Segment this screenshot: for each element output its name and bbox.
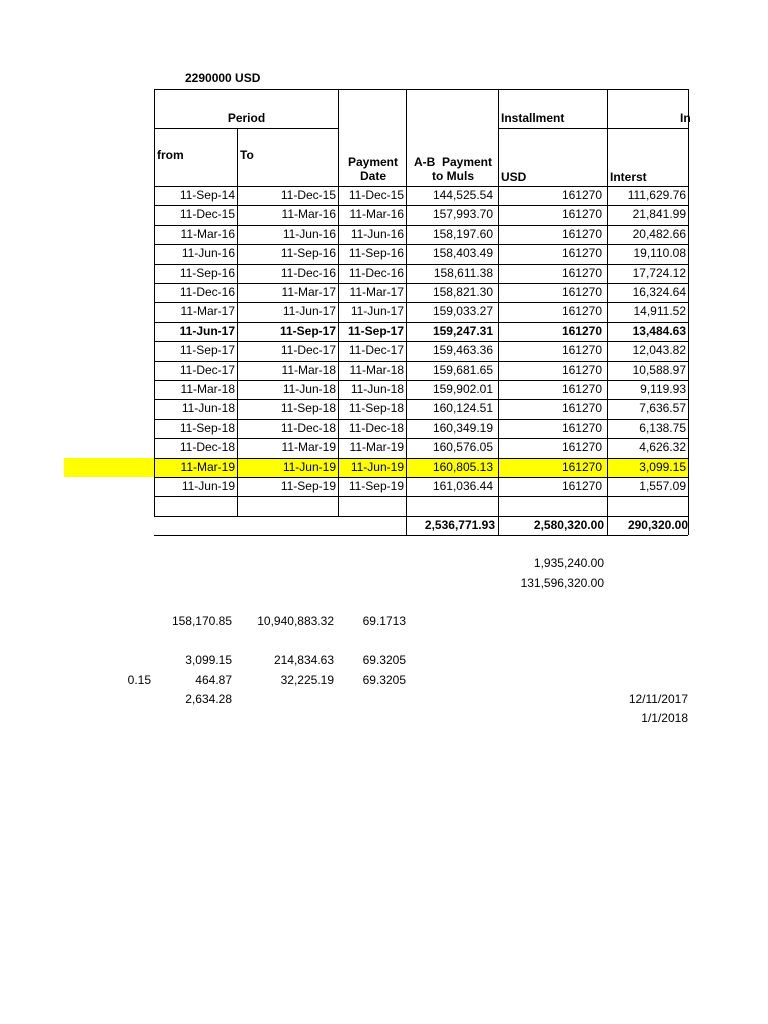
ab-payment-cell: 158,611.38 xyxy=(433,266,493,280)
date-1: 12/11/2017 xyxy=(628,692,688,706)
usd-cell: 161270 xyxy=(561,343,602,357)
ab-payment-cell: 158,403.49 xyxy=(432,246,493,260)
to-cell: 11-Jun-18 xyxy=(282,382,336,396)
payment-date-cell: 11-Sep-18 xyxy=(348,401,404,415)
ab-payment-cell: 159,033.27 xyxy=(432,304,493,318)
interest-cell: 13,484.63 xyxy=(632,324,686,338)
from-cell: 11-Dec-17 xyxy=(179,363,235,377)
value-c3: 69.3205 xyxy=(362,673,406,687)
interest-cell: 1,557.09 xyxy=(639,479,686,493)
date-2: 1/1/2018 xyxy=(641,711,688,725)
from-cell: 11-Dec-16 xyxy=(179,285,235,299)
interest-cell: 7,636.57 xyxy=(639,401,686,415)
from-cell: 11-Sep-17 xyxy=(179,343,235,357)
grid-vline xyxy=(688,89,689,535)
to-cell: 11-Sep-19 xyxy=(280,479,336,493)
from-cell: 11-Jun-19 xyxy=(181,479,235,493)
from-cell: 11-Mar-17 xyxy=(180,304,235,318)
ab-payment-cell: 160,576.05 xyxy=(432,440,493,454)
grid-hline xyxy=(499,128,688,129)
ab-payment-cell: 161,036.44 xyxy=(432,479,493,493)
from-cell: 11-Mar-18 xyxy=(180,382,235,396)
value-a3: 69.1713 xyxy=(362,614,406,628)
to-cell: 11-Mar-16 xyxy=(281,207,336,221)
usd-cell: 161270 xyxy=(561,440,602,454)
value-c1: 464.87 xyxy=(195,673,232,687)
usd-cell: 161270 xyxy=(561,421,602,435)
payment-date-cell: 11-Sep-17 xyxy=(347,324,404,338)
to-cell: 11-Jun-17 xyxy=(282,304,336,318)
interest-cell: 19,110.08 xyxy=(633,246,686,260)
payment-date-cell: 11-Dec-18 xyxy=(348,421,404,435)
value-b2: 214,834.63 xyxy=(273,653,334,667)
interest-cell: 12,043.82 xyxy=(632,343,686,357)
interest-cell: 10,588.97 xyxy=(632,363,686,377)
usd-cell: 161270 xyxy=(561,304,602,318)
value-1935240: 1,935,240.00 xyxy=(533,556,604,570)
ab-payment-cell: 159,902.01 xyxy=(432,382,493,396)
payment-date-cell: 11-Mar-18 xyxy=(349,363,404,377)
ab-payment-cell: 157,993.70 xyxy=(432,207,493,221)
ab-payment-header: A-B Payment to Muls xyxy=(413,155,493,183)
to-cell: 11-Dec-18 xyxy=(280,421,336,435)
usd-cell: 161270 xyxy=(561,401,602,415)
to-cell: 11-Dec-16 xyxy=(280,266,336,280)
payment-date-cell: 11-Mar-17 xyxy=(349,285,404,299)
total-ab-payment: 2,536,771.93 xyxy=(424,518,495,532)
to-header: To xyxy=(240,148,254,162)
ab-payment-cell: 160,805.13 xyxy=(432,460,493,474)
value-131596320: 131,596,320.00 xyxy=(520,576,604,590)
from-cell: 11-Sep-18 xyxy=(179,421,235,435)
payment-date-header: Payment Date xyxy=(347,155,399,183)
value-a1: 158,170.85 xyxy=(171,614,232,628)
usd-cell: 161270 xyxy=(561,460,602,474)
interest-cell: 4,626.32 xyxy=(639,440,686,454)
period-header: Period xyxy=(227,111,266,125)
ab-payment-cell: 158,821.30 xyxy=(432,285,493,299)
usd-cell: 161270 xyxy=(561,227,602,241)
from-header: from xyxy=(157,148,184,162)
interest-cell: 21,841.99 xyxy=(632,207,686,221)
ab-payment-cell: 144,525.54 xyxy=(432,188,493,202)
ab-payment-cell: 160,124.51 xyxy=(432,401,493,415)
interest-cell: 9,119.93 xyxy=(640,382,686,396)
ab-payment-cell: 159,463.36 xyxy=(432,343,493,357)
ab-payment-cell: 160,349.19 xyxy=(432,421,493,435)
usd-header: USD xyxy=(501,170,527,184)
payment-date-cell: 11-Sep-16 xyxy=(348,246,404,260)
ab-payment-cell: 159,681.65 xyxy=(432,363,493,377)
installment-header: Installment xyxy=(501,111,565,125)
to-cell: 11-Mar-19 xyxy=(281,440,336,454)
usd-cell: 161270 xyxy=(561,324,602,338)
to-cell: 11-Sep-16 xyxy=(280,246,336,260)
ab-payment-cell: 158,197.60 xyxy=(432,227,493,241)
interest-cell: 16,324.64 xyxy=(632,285,686,299)
interest-cell: 14,911.52 xyxy=(633,304,686,318)
interst-header: Interst xyxy=(610,170,647,184)
from-cell: 11-Sep-16 xyxy=(179,266,235,280)
value-b1: 3,099.15 xyxy=(185,653,232,667)
cut-off-header: In xyxy=(680,111,691,125)
ab-payment-cell: 159,247.31 xyxy=(432,324,493,338)
usd-cell: 161270 xyxy=(561,363,602,377)
interest-cell: 20,482.66 xyxy=(632,227,686,241)
from-cell: 11-Mar-16 xyxy=(180,227,235,241)
sheet-title: 2290000 USD xyxy=(185,71,261,85)
usd-cell: 161270 xyxy=(561,479,602,493)
from-cell: 11-Dec-18 xyxy=(179,440,235,454)
interest-cell: 6,138.75 xyxy=(639,421,686,435)
to-cell: 11-Mar-17 xyxy=(281,285,336,299)
payment-date-cell: 11-Dec-15 xyxy=(348,188,404,202)
payment-date-cell: 11-Mar-19 xyxy=(349,440,404,454)
value-c0: 0.15 xyxy=(127,673,151,687)
value-d1: 2,634.28 xyxy=(185,692,232,706)
to-cell: 11-Mar-18 xyxy=(281,363,336,377)
from-cell: 11-Jun-16 xyxy=(181,246,235,260)
payment-date-cell: 11-Mar-16 xyxy=(349,207,404,221)
interest-cell: 111,629.76 xyxy=(627,188,686,202)
payment-date-cell: 11-Dec-17 xyxy=(348,343,404,357)
usd-cell: 161270 xyxy=(561,188,602,202)
to-cell: 11-Sep-18 xyxy=(280,401,336,415)
usd-cell: 161270 xyxy=(561,246,602,260)
payment-date-cell: 11-Jun-16 xyxy=(350,227,404,241)
to-cell: 11-Dec-17 xyxy=(280,343,336,357)
from-cell: 11-Dec-15 xyxy=(179,207,235,221)
from-cell: 11-Mar-19 xyxy=(180,460,235,474)
interest-cell: 3,099.15 xyxy=(639,460,686,474)
to-cell: 11-Dec-15 xyxy=(280,188,336,202)
usd-cell: 161270 xyxy=(561,382,602,396)
payment-date-cell: 11-Jun-19 xyxy=(350,460,404,474)
to-cell: 11-Jun-16 xyxy=(282,227,336,241)
payment-date-cell: 11-Jun-18 xyxy=(350,382,404,396)
usd-cell: 161270 xyxy=(561,266,602,280)
grid-hline xyxy=(406,535,688,536)
interest-cell: 17,724.12 xyxy=(632,266,686,280)
usd-cell: 161270 xyxy=(561,207,602,221)
payment-date-cell: 11-Jun-17 xyxy=(350,304,404,318)
grid-hline xyxy=(154,128,338,129)
value-c2: 32,225.19 xyxy=(280,673,334,687)
to-cell: 11-Jun-19 xyxy=(282,460,336,474)
to-cell: 11-Sep-17 xyxy=(279,324,336,338)
total-interest: 290,320.00 xyxy=(627,518,688,532)
from-cell: 11-Jun-18 xyxy=(181,401,235,415)
usd-cell: 161270 xyxy=(561,285,602,299)
total-usd: 2,580,320.00 xyxy=(533,518,604,532)
value-a2: 10,940,883.32 xyxy=(257,614,334,628)
from-cell: 11-Jun-17 xyxy=(179,324,235,338)
value-b3: 69.3205 xyxy=(362,653,406,667)
payment-date-cell: 11-Dec-16 xyxy=(348,266,404,280)
from-cell: 11-Sep-14 xyxy=(179,188,235,202)
payment-date-cell: 11-Sep-19 xyxy=(348,479,404,493)
